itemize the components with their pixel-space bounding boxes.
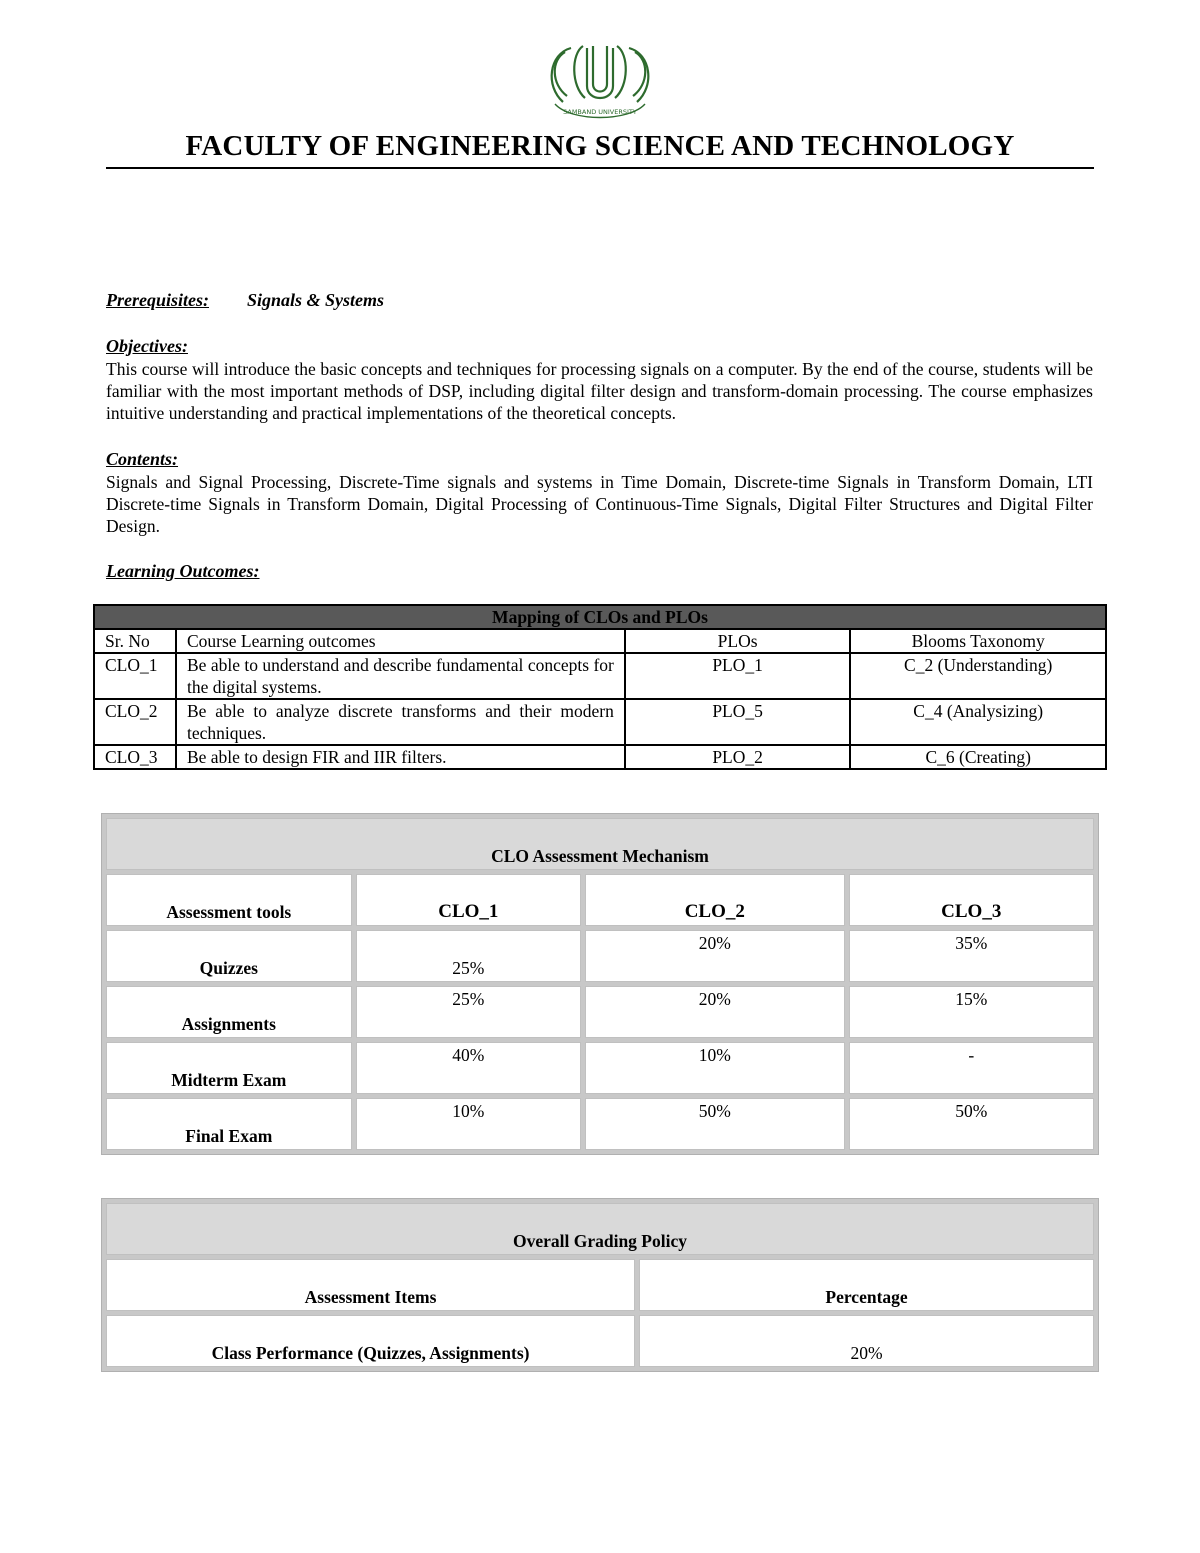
table-row bbox=[106, 986, 1094, 1038]
clo-plo-mapping-table bbox=[93, 604, 1107, 770]
blooms-value: C_4 (Analysizing) bbox=[850, 699, 1106, 745]
assessment-percentage: 20% bbox=[850, 1343, 883, 1363]
table-row bbox=[94, 745, 1106, 769]
clo-3-weight: 50% bbox=[955, 1101, 988, 1121]
header-clo-2: CLO_2 bbox=[684, 901, 745, 922]
university-logo bbox=[541, 40, 659, 124]
prerequisites-label: Prerequisites: bbox=[106, 290, 209, 310]
header-plos: PLOs bbox=[625, 629, 851, 653]
clo-id: CLO_2 bbox=[94, 699, 176, 745]
objectives-text: This course will introduce the basic concepts and techniques for processing signals on a computer. By the end of the course, students will be familiar with the most important methods of DSP, including digital filter design and transform-domain processing. The course emphasizes intuitive understanding and practical implementations of the theoretical concepts. bbox=[106, 359, 1093, 423]
plo-value: PLO_2 bbox=[625, 745, 851, 769]
blooms-value: C_2 (Understanding) bbox=[850, 653, 1106, 699]
header-assessment-tools: Assessment tools bbox=[166, 902, 292, 922]
assessment-tool: Quizzes bbox=[199, 958, 258, 978]
svg-text:SAMBAND UNIVERSITY: SAMBAND UNIVERSITY bbox=[563, 108, 637, 116]
header-sr-no: Sr. No bbox=[94, 629, 176, 653]
clo-description: Be able to understand and describe fundamental concepts for the digital systems. bbox=[176, 653, 625, 699]
table-row bbox=[106, 1098, 1094, 1150]
clo-id: CLO_3 bbox=[94, 745, 176, 769]
assessment-table-title: CLO Assessment Mechanism bbox=[491, 846, 709, 866]
clo-description: Be able to design FIR and IIR filters. bbox=[176, 745, 625, 769]
clo-id: CLO_1 bbox=[94, 653, 176, 699]
assessment-table-title-cell bbox=[106, 818, 1094, 870]
grading-policy-table bbox=[101, 1198, 1099, 1372]
prerequisites-value: Signals & Systems bbox=[247, 290, 385, 310]
grading-table-title: Overall Grading Policy bbox=[512, 1231, 687, 1251]
objectives-label: Objectives: bbox=[106, 336, 188, 356]
plo-value: PLO_5 bbox=[625, 699, 851, 745]
plo-value: PLO_1 bbox=[625, 653, 851, 699]
clo-description: Be able to analyze discrete transforms and their modern techniques. bbox=[176, 699, 625, 745]
learning-outcomes-label: Learning Outcomes: bbox=[106, 561, 260, 581]
grading-table-title-cell bbox=[106, 1203, 1094, 1255]
clo-3-weight: 15% bbox=[955, 989, 988, 1009]
assessment-header-row bbox=[106, 874, 1094, 926]
assessment-tool: Assignments bbox=[181, 1014, 276, 1034]
header-percentage: Percentage bbox=[825, 1287, 908, 1307]
clo-1-weight: 25% bbox=[452, 989, 485, 1009]
assessment-tool: Midterm Exam bbox=[171, 1070, 287, 1090]
contents-label: Contents: bbox=[106, 449, 179, 469]
clo-2-weight: 20% bbox=[698, 933, 731, 953]
clo-assessment-table bbox=[101, 813, 1099, 1155]
faculty-title: FACULTY OF ENGINEERING SCIENCE AND TECHNOLOGY bbox=[185, 130, 1015, 162]
clo-1-weight: 40% bbox=[452, 1045, 485, 1065]
mapping-table-title: Mapping of CLOs and PLOs bbox=[94, 605, 1106, 629]
clo-2-weight: 50% bbox=[698, 1101, 731, 1121]
header-course-learning-outcomes: Course Learning outcomes bbox=[176, 629, 625, 653]
clo-2-weight: 10% bbox=[698, 1045, 731, 1065]
table-row bbox=[106, 1042, 1094, 1094]
assessment-item: Class Performance (Quizzes, Assignments) bbox=[211, 1343, 530, 1363]
clo-3-weight: - bbox=[968, 1045, 975, 1065]
table-row bbox=[106, 1315, 1094, 1367]
header-blooms-taxonomy: Blooms Taxonomy bbox=[850, 629, 1106, 653]
clo-2-weight: 20% bbox=[698, 989, 731, 1009]
header-clo-3: CLO_3 bbox=[941, 901, 1002, 922]
header-assessment-items: Assessment Items bbox=[304, 1287, 437, 1307]
table-row bbox=[94, 653, 1106, 699]
table-row bbox=[94, 699, 1106, 745]
blooms-value: C_6 (Creating) bbox=[850, 745, 1106, 769]
grading-header-row bbox=[106, 1259, 1094, 1311]
clo-1-weight: 25% bbox=[452, 958, 485, 978]
clo-1-weight: 10% bbox=[452, 1101, 485, 1121]
contents-text: Signals and Signal Processing, Discrete-Time signals and systems in Time Domain, Discrete-time Signals in Transform Domain, LTI Discrete-time Signals in Transform Domain, Digital Processing of Continuous-Time Signals, Digital Filter Structures and Digital Filter Design. bbox=[106, 472, 1093, 536]
clo-3-weight: 35% bbox=[955, 933, 988, 953]
title-rule bbox=[106, 167, 1094, 169]
assessment-tool: Final Exam bbox=[185, 1126, 273, 1146]
table-row bbox=[106, 930, 1094, 982]
header-clo-1: CLO_1 bbox=[438, 901, 499, 922]
mapping-header-row bbox=[94, 629, 1106, 653]
